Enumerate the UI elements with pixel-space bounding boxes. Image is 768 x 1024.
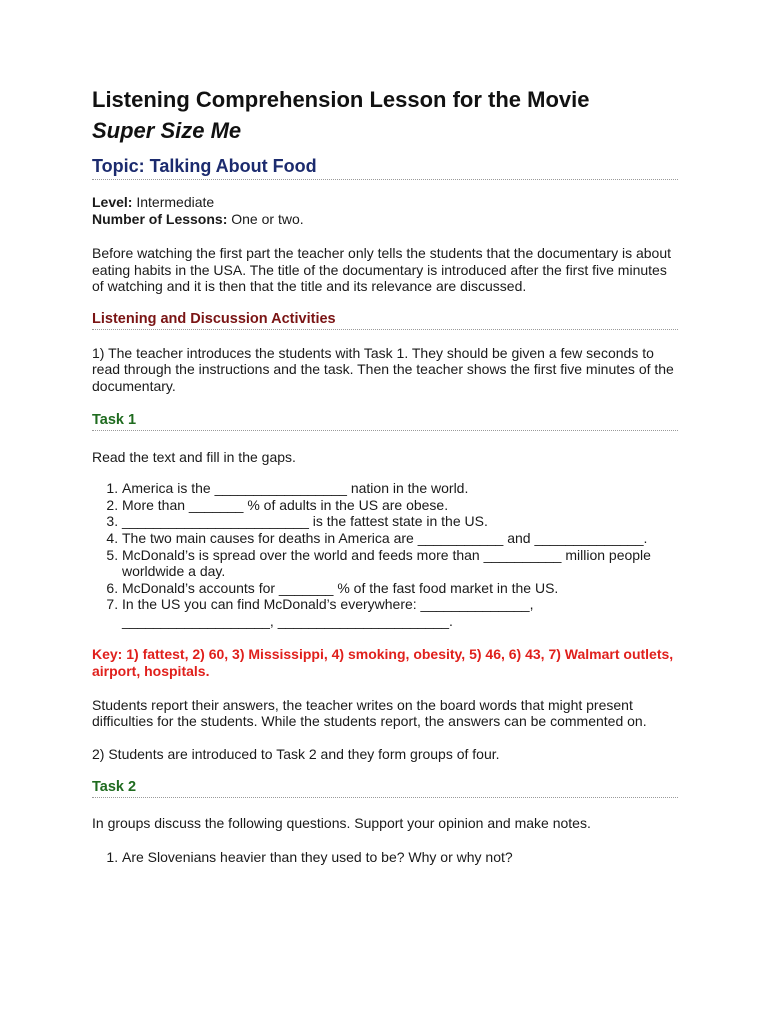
task1-intro-paragraph: 1) The teacher introduces the students with Task 1. They should be given a few seconds to read through the instructions and the task. Then the teacher shows the first five minutes of the documentary. <box>92 344 674 394</box>
title-line-1: Listening Comprehension Lesson for the Movie <box>92 87 590 112</box>
intro-paragraph: Before watching the first part the teacher only tells the students that the documentary is about eating habits in the USA. The title of the documentary is introduced after the first five minutes of watching and it is then that the title and its relevance are discussed. <box>92 245 671 295</box>
movie-title: Super Size Me <box>92 118 242 143</box>
task1-list <box>92 480 678 629</box>
answer-key: Key: 1) fattest, 2) 60, 3) Mississippi, 4) smoking, obesity, 5) 46, 6) 43, 7) Walmart outlets, airport, hospitals. <box>92 645 674 679</box>
task1-instruction: Read the text and fill in the gaps. <box>92 448 296 465</box>
list-item: 1. America is the _________________ nation in the world. <box>122 480 678 497</box>
list-item: 2. More than _______ % of adults in the US are obese. <box>122 497 678 514</box>
task1-heading: Task 1 <box>92 411 678 431</box>
task2-heading: Task 2 <box>92 778 678 798</box>
list-item: 1. Are Slovenians heavier than they used to be? Why or why not? <box>122 849 678 866</box>
lesson-meta <box>92 194 678 228</box>
document-title <box>92 84 678 146</box>
listening-activities-heading: Listening and Discussion Activities <box>92 310 678 330</box>
level-value: Intermediate <box>136 194 215 210</box>
task2-list <box>92 849 678 866</box>
report-paragraph: Students report their answers, the teacher writes on the board words that might present difficulties for the students. While the students report, the answers can be commented on. <box>92 696 647 730</box>
list-item: 4. The two main causes for deaths in America are ___________ and ______________. <box>122 530 678 547</box>
level-label: Level: <box>92 194 133 210</box>
list-item: 3. ________________________ is the fattest state in the US. <box>122 513 678 530</box>
lessons-row <box>92 211 678 228</box>
list-item: 7. In the US you can find McDonald’s everywhere: ______________, ___________________, ______________________. <box>122 596 678 629</box>
level-row <box>92 194 678 211</box>
lessons-label: Number of Lessons: <box>92 211 228 227</box>
lessons-value: One or two. <box>231 211 304 227</box>
task2-intro-paragraph: 2) Students are introduced to Task 2 and they form groups of four. <box>92 745 500 762</box>
list-item: 5. McDonald’s is spread over the world and feeds more than __________ million people worldwide a day. <box>122 547 678 580</box>
topic-heading: Topic: Talking About Food <box>92 155 678 180</box>
document-page <box>92 84 678 865</box>
list-item: 6. McDonald’s accounts for _______ % of the fast food market in the US. <box>122 580 678 597</box>
task2-instruction: In groups discuss the following questions. Support your opinion and make notes. <box>92 815 591 832</box>
